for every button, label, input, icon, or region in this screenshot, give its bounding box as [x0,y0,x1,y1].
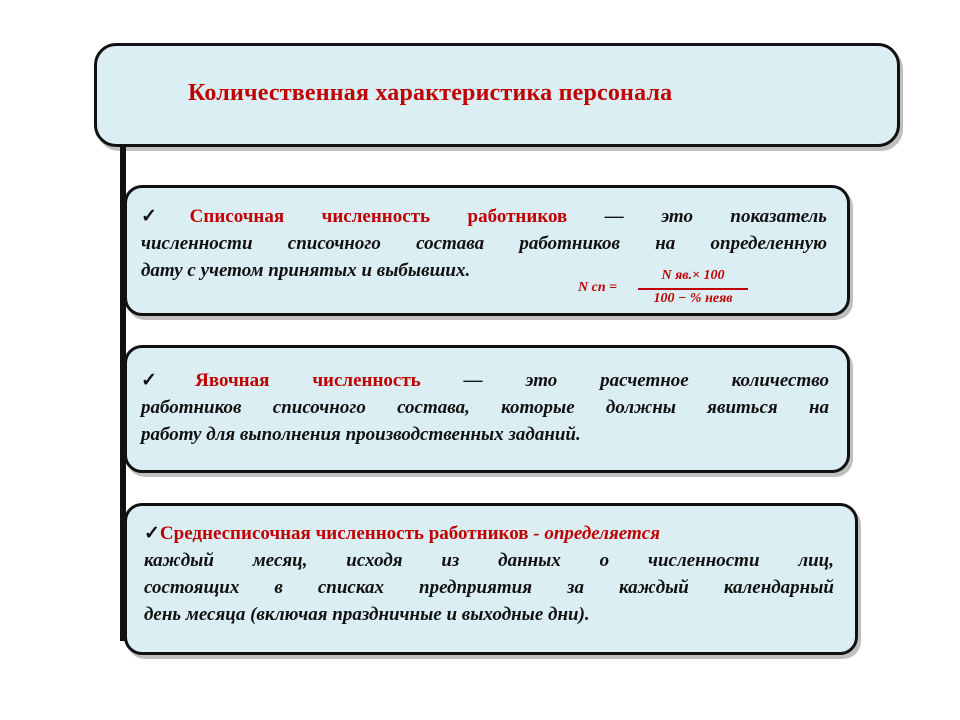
card-average-line-3: состоящих в списках предприятия за каждый календарный [144,577,834,598]
card-headcount-line-2: численности списочного состава работников на определенную [141,233,827,254]
card-headcount-term: Списочная численность работников [189,206,568,227]
card-attendance-term: Явочная численность [195,370,421,391]
page-title: Количественная характеристика персонала [188,80,673,106]
formula-fraction-bar [638,288,748,290]
formula-numerator: N яв.× 100 [661,268,725,283]
card-attendance-text [141,367,829,448]
checkmark-icon: ✓ [141,370,196,391]
card-average-term: Среднесписочная численность работников [159,523,529,544]
checkmark-icon: ✓ [141,206,190,227]
card-average-headcount-text [144,520,834,628]
card-attendance-line-2: работников списочного состава, которые должны явиться на [141,397,829,418]
formula-denominator: 100 − % неяв [653,291,733,306]
checkmark-icon: ✓ [144,523,160,544]
headcount-formula [578,268,748,310]
card-headcount-line-3: дату с учетом принятых и выбывших. [141,260,471,281]
card-average-line-2: каждый месяц, исходя из данных о численности лиц, [144,550,834,571]
card-attendance-line-3: работу для выполнения производственных заданий. [141,424,581,445]
card-average-line-4: день месяца (включая праздничные и выходные дни). [144,604,590,625]
card-attendance-line-1: ✓Явочная численность — это расчетное количество [141,370,830,391]
card-headcount-line-1: ✓Списочная численность работников — это показатель [141,206,827,227]
card-average-line-1: ✓Среднесписочная численность работников - определяется [144,523,660,544]
formula-lhs: N сп = [578,280,618,295]
